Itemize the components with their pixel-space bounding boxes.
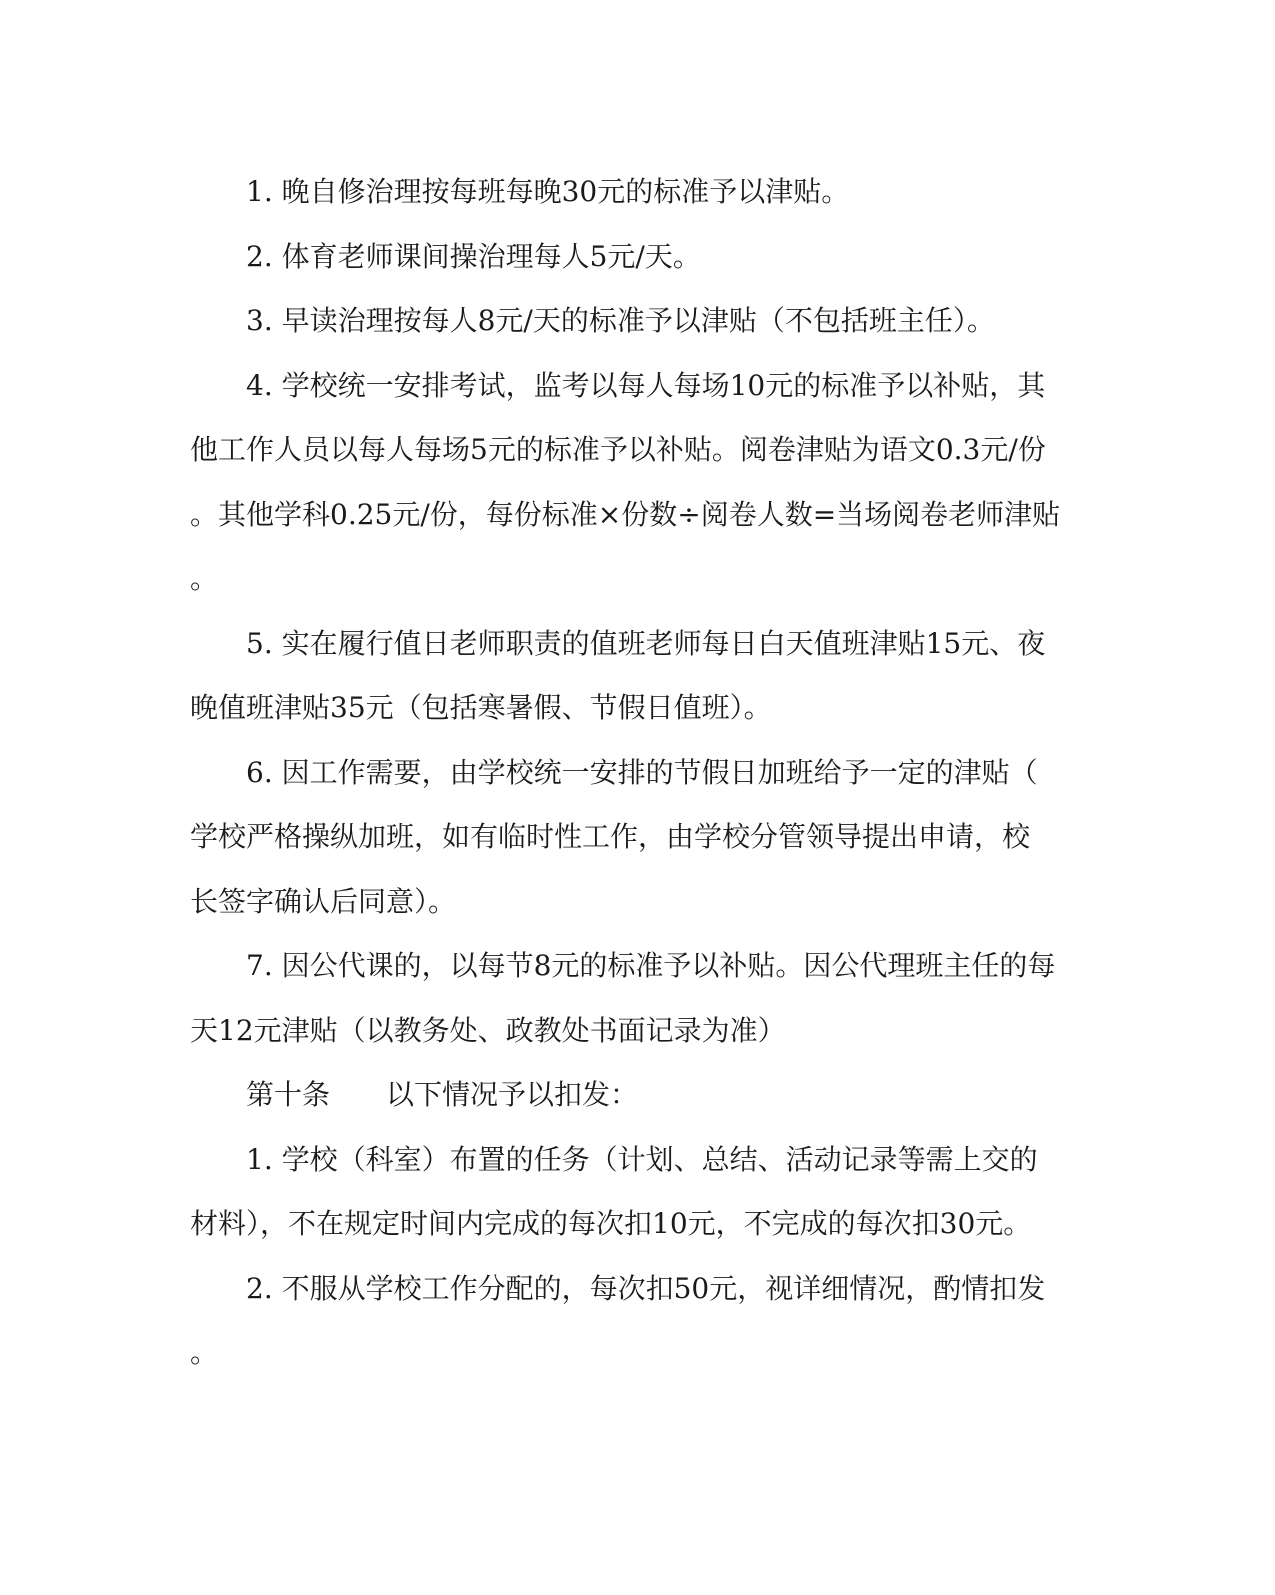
text-line: 。其他学科0.25元/份，每份标准×份数÷阅卷人数=当场阅卷老师津贴 <box>190 497 1061 531</box>
text-line: 他工作人员以每人每场5元的标准予以补贴。阅卷津贴为语文0.3元/份 <box>190 433 1046 466</box>
section-heading: 第十条 以下情况予以扣发： <box>246 1078 639 1111</box>
text-line: 。 <box>190 562 219 595</box>
text-line: 晚值班津贴35元（包括寒暑假、节假日值班）。 <box>190 691 772 724</box>
text-line: 2. 体育老师课间操治理每人5元/天。 <box>246 239 701 273</box>
text-line: 。 <box>190 1336 219 1369</box>
text-line: 6. 因工作需要，由学校统一安排的节假日加班给予一定的津贴（ <box>246 755 1038 789</box>
text-line: 天12元津贴（以教务处、政教处书面记录为准） <box>190 1013 786 1047</box>
text-line: 5. 实在履行值日老师职责的值班老师每日白天值班津贴15元、夜 <box>246 626 1046 660</box>
text-line: 3. 早读治理按每人8元/天的标准予以津贴（不包括班主任）。 <box>246 304 995 337</box>
document-body <box>190 160 1070 1386</box>
text-line: 4. 学校统一安排考试，监考以每人每场10元的标准予以补贴，其 <box>246 368 1046 402</box>
text-line: 1. 晚自修治理按每班每晚30元的标准予以津贴。 <box>246 175 850 208</box>
text-line: 材料），不在规定时间内完成的每次扣10元，不完成的每次扣30元。 <box>190 1207 1032 1240</box>
text-line: 2. 不服从学校工作分配的，每次扣50元，视详细情况，酌情扣发 <box>246 1271 1046 1305</box>
text-line: 学校严格操纵加班，如有临时性工作，由学校分管领导提出申请，校 <box>190 820 1031 853</box>
text-line: 1. 学校（科室）布置的任务（计划、总结、活动记录等需上交的 <box>246 1142 1038 1176</box>
text-line: 7. 因公代课的，以每节8元的标准予以补贴。因公代理班主任的每 <box>246 949 1056 982</box>
text-line: 长签字确认后同意）。 <box>190 884 457 918</box>
